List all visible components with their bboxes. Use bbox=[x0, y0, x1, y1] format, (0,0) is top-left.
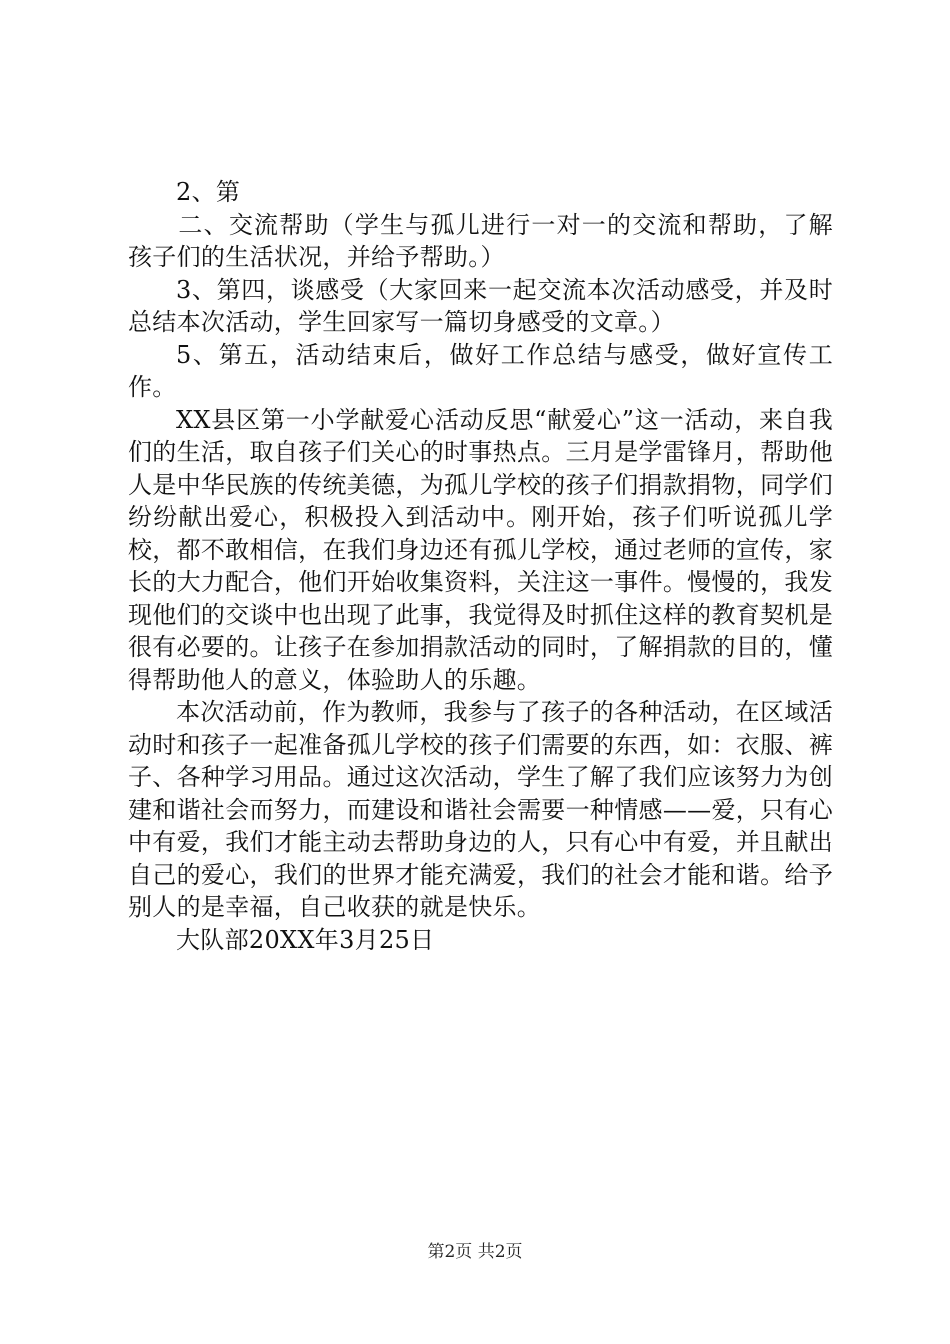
document-body bbox=[128, 176, 833, 956]
page-number-footer: 第2页 共2页 bbox=[427, 1242, 523, 1262]
paragraph-signature-date: 大队部20XX年3月25日 bbox=[176, 925, 435, 954]
paragraph-step-5-summary: 5、第五，活动结束后，做好工作总结与感受，做好宣传工作。 bbox=[128, 340, 833, 401]
paragraph-reflection-intro: XX县区第一小学献爱心活动反思“献爱心”这一活动，来自我们的生活，取自孩子们关心的时事热点。三月是学雷锋月，帮助他人是中华民族的传统美德，为孤儿学校的孩子们捐款捐物，同学们纷纷献出爱心，积极投入到活动中。刚开始，孩子们听说孤儿学校，都不敢相信，在我们身边还有孤儿学校，通过老师的宣传，家长的大力配合，他们开始收集资料，关注这一事件。慢慢的，我发现他们的交谈中也出现了此事，我觉得及时抓住这样的教育契机是很有必要的。让孩子在参加捐款活动的同时，了解捐款的目的，懂得帮助他人的意义，体验助人的乐趣。 bbox=[128, 405, 833, 694]
paragraph-step-2: 2、第 bbox=[176, 178, 241, 206]
paragraph-exchange-help: 二、交流帮助（学生与孤儿进行一对一的交流和帮助，了解孩子们的生活状况，并给予帮助。） bbox=[128, 210, 833, 271]
paragraph-step-3-feelings: 3、第四，谈感受（大家回来一起交流本次活动感受，并及时总结本次活动，学生回家写一篇切身感受的文章。） bbox=[128, 275, 833, 336]
paragraph-reflection-teacher: 本次活动前，作为教师，我参与了孩子的各种活动，在区域活动时和孩子一起准备孤儿学校的孩子们需要的东西，如：衣服、裤子、各种学习用品。通过这次活动，学生了解了我们应该努力为创建和谐社会而努力，而建设和谐社会需要一种情感——爱，只有心中有爱，我们才能主动去帮助身边的人，只有心中有爱，并且献出自己的爱心，我们的世界才能充满爱，我们的社会才能和谐。给予别人的是幸福，自己收获的就是快乐。 bbox=[128, 698, 833, 921]
